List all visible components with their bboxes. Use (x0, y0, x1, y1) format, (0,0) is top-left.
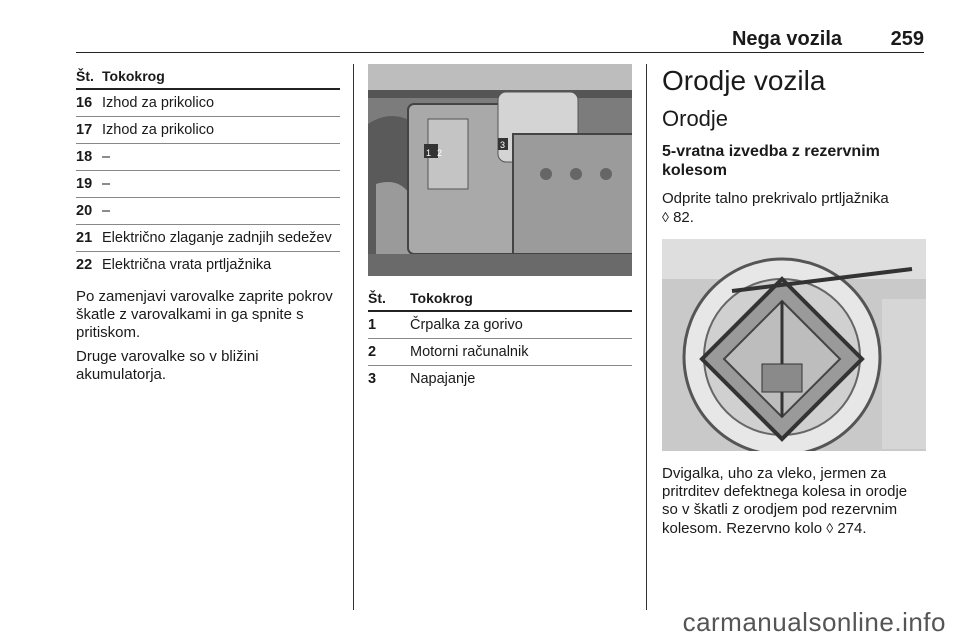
row-text: Električno zlaganje zadnjih sedežev (102, 225, 340, 252)
table-row (76, 117, 340, 144)
row-number: 22 (76, 257, 93, 273)
row-number: 21 (76, 225, 102, 252)
cross-reference-icon: ◊ (826, 520, 834, 536)
paragraph: Druge varovalke so v bližini akumulatorja. (76, 348, 259, 383)
subsection-heading: 5-vratna izvedba z rezervnim kolesom (662, 143, 880, 179)
row-text: Črpalka za gorivo (410, 311, 632, 339)
row-number: 2 (368, 339, 410, 366)
row-text: Izhod za prikolico (102, 117, 340, 144)
page-reference: 274. (837, 520, 867, 537)
engine-bay-fuse-photo (368, 64, 632, 276)
paragraph: Po zamenjavi varovalke zaprite pokrov škatle z varovalkami in ga spnite s pritiskom. (76, 288, 333, 341)
table-row (368, 311, 632, 339)
column-middle (368, 64, 632, 392)
table-row (368, 339, 632, 366)
row-number: 3 (368, 371, 377, 387)
row-number: 20 (76, 198, 102, 225)
row-number: 1 (368, 311, 410, 339)
page-header (76, 28, 924, 53)
cross-reference-icon: ◊ (662, 209, 669, 225)
table-row (76, 89, 340, 117)
table-row (76, 252, 340, 279)
row-number: 18 (76, 144, 102, 171)
table-row (368, 366, 632, 393)
photo-label: 2 (437, 148, 443, 158)
column-divider (353, 64, 354, 610)
photo-label: 3 (500, 140, 506, 150)
page-number: 259 (890, 28, 924, 50)
row-number: 17 (76, 117, 102, 144)
row-number: 16 (76, 89, 102, 117)
section-title: Nega vozila (731, 28, 842, 50)
engine-fuse-table (368, 286, 632, 392)
table-row (76, 225, 340, 252)
row-text: Motorni računalnik (410, 339, 632, 366)
chapter-heading: Orodje vozila (662, 65, 826, 96)
row-text: Napajanje (410, 371, 476, 387)
table-header-circuit: Tokokrog (102, 64, 340, 89)
row-text: – (102, 171, 340, 198)
paragraph (662, 190, 926, 227)
table-header-number: Št. (368, 286, 410, 311)
paragraph (662, 465, 926, 538)
column-right (662, 64, 926, 538)
row-text: Električna vrata prtljažnika (102, 257, 272, 273)
photo-label: 1 (426, 148, 432, 158)
fuse-table (76, 64, 340, 278)
row-text: – (102, 198, 340, 225)
column-left (76, 64, 340, 384)
row-number: 19 (76, 171, 102, 198)
section-heading: Orodje (662, 106, 729, 131)
table-header-circuit: Tokokrog (410, 286, 632, 311)
row-text: – (102, 144, 340, 171)
column-divider (646, 64, 647, 610)
spare-wheel-jack-photo (662, 239, 926, 451)
paragraph-text: Dvigalka, uho za vleko, jermen za pritrditev defektnega kolesa in orodje so v škatli z orodjem pod rezervnim kolesom. Rezervno kolo (662, 465, 908, 537)
table-row (76, 198, 340, 225)
table-row (76, 144, 340, 171)
paragraph-text: Odprite talno prekrivalo prtljažnika (662, 190, 889, 207)
page-reference: 82. (673, 209, 694, 226)
watermark-text: carmanualsonline.info (682, 607, 946, 637)
row-text: Izhod za prikolico (102, 89, 340, 117)
table-header-number: Št. (76, 64, 102, 89)
table-row (76, 171, 340, 198)
